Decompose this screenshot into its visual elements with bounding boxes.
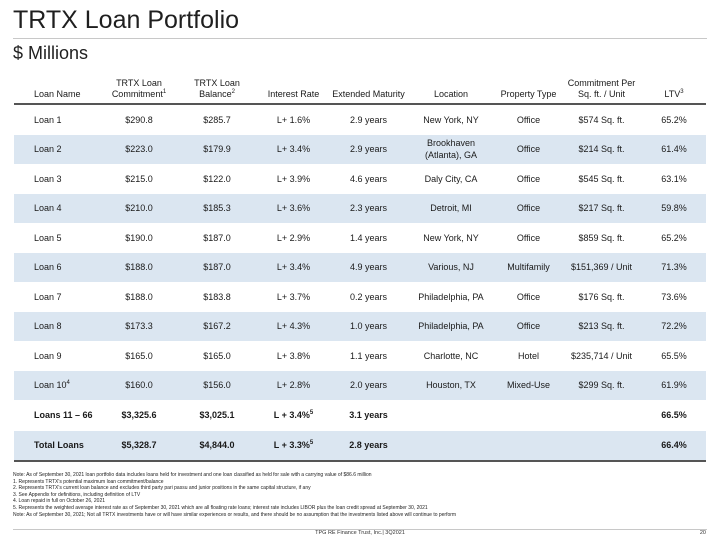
cell-maturity — [331, 194, 406, 224]
cell-loan-name — [14, 371, 100, 401]
cell-value: $223.0 — [125, 144, 153, 155]
cell-interest-rate — [256, 194, 331, 224]
cell-value: $176 Sq. ft. — [578, 291, 625, 302]
cell-commitment — [100, 104, 178, 135]
cell-maturity — [331, 282, 406, 312]
cell-loan-name — [14, 135, 100, 165]
cell-balance — [178, 282, 256, 312]
cell-value: L+ 3.4% — [276, 262, 311, 273]
cell-location — [406, 430, 496, 461]
header-property-type — [496, 72, 561, 104]
cell-value: $165.0 — [125, 350, 153, 361]
cell-property-type — [496, 400, 561, 430]
table-row — [14, 253, 706, 283]
cell-property-type — [496, 371, 561, 401]
cell-location — [406, 253, 496, 283]
page-subtitle: $ Millions — [13, 43, 89, 63]
cell-interest-rate — [256, 341, 331, 371]
cell-property-type — [496, 104, 561, 135]
cell-interest-rate — [256, 371, 331, 401]
cell-value: $187.0 — [203, 232, 231, 243]
cell-property-type — [496, 282, 561, 312]
cell-balance — [178, 135, 256, 165]
cell-maturity — [331, 104, 406, 135]
cell-loan-name — [14, 104, 100, 135]
cell-value: Loan 8 — [34, 321, 62, 332]
cell-value: Detroit, MI — [430, 203, 472, 214]
cell-value: Office — [516, 232, 541, 243]
cell-value: L + 3.3% — [273, 440, 310, 451]
cell-value: 65.5% — [661, 350, 687, 361]
cell-value: L+ 3.6% — [276, 203, 311, 214]
footnote-marker: 5 — [309, 440, 314, 447]
cell-location — [406, 164, 496, 194]
cell-per-unit — [561, 341, 642, 371]
footnote-line: Note: As of September 30, 2021 loan portfolio data includes loans held for investment and one loan classified as held for sale with a carrying value of $86.6 million — [13, 472, 372, 478]
header-label: Loan Name — [34, 89, 81, 99]
cell-per-unit — [561, 104, 642, 135]
cell-value: $165.0 — [203, 350, 231, 361]
cell-value: Loan 3 — [34, 173, 62, 184]
cell-commitment — [100, 430, 178, 461]
header-per-unit — [561, 72, 642, 104]
table-row — [14, 400, 706, 430]
cell-value: 0.2 years — [349, 291, 388, 302]
cell-property-type — [496, 253, 561, 283]
page-number: 20 — [699, 530, 706, 536]
cell-location — [406, 341, 496, 371]
cell-value: L + 3.4% — [273, 409, 310, 420]
cell-value: 61.9% — [661, 380, 687, 391]
cell-loan-name — [14, 341, 100, 371]
footnote-line: 3. See Appendix for definitions, including definition of LTV — [13, 491, 141, 498]
cell-maturity — [331, 253, 406, 283]
header-maturity — [331, 72, 406, 104]
header-label: Commitment Per Sq. ft. / Unit — [567, 78, 636, 99]
cell-loan-name — [14, 223, 100, 253]
cell-value: L+ 2.8% — [276, 380, 311, 391]
cell-value: $187.0 — [203, 262, 231, 273]
header-balance — [178, 72, 256, 104]
header-label: Interest Rate — [267, 89, 320, 99]
cell-value: Loan 5 — [34, 232, 62, 243]
cell-per-unit — [561, 371, 642, 401]
cell-interest-rate — [256, 282, 331, 312]
cell-loan-name — [14, 400, 100, 430]
table-row — [14, 341, 706, 371]
cell-value: L+ 3.4% — [276, 144, 311, 155]
cell-value: Various, NJ — [428, 262, 474, 273]
cell-value: Brookhaven (Atlanta), GA — [424, 138, 478, 161]
table-row — [14, 104, 706, 135]
cell-value: 2.9 years — [349, 144, 388, 155]
cell-location — [406, 104, 496, 135]
cell-value: $215.0 — [125, 173, 153, 184]
cell-interest-rate — [256, 104, 331, 135]
cell-value: $190.0 — [125, 232, 153, 243]
cell-value: Philadelphia, PA — [418, 321, 484, 332]
cell-value: Office — [516, 173, 541, 184]
cell-maturity — [331, 430, 406, 461]
cell-interest-rate — [256, 253, 331, 283]
cell-ltv — [642, 312, 706, 342]
cell-commitment — [100, 371, 178, 401]
cell-value: 61.4% — [661, 144, 687, 155]
cell-balance — [178, 164, 256, 194]
cell-loan-name — [14, 164, 100, 194]
cell-value: Loan 2 — [34, 144, 62, 155]
title-divider — [13, 38, 707, 39]
cell-ltv — [642, 164, 706, 194]
header-footnote-marker: 3 — [680, 89, 684, 95]
cell-value: Mixed-Use — [506, 380, 550, 391]
cell-value: $290.8 — [125, 114, 153, 125]
cell-property-type — [496, 341, 561, 371]
header-label: Extended Maturity — [332, 89, 405, 99]
footnote-line: Note: As of September 30, 2021; Not all TRTX investments have or will have similar experiences or results, and there should be no assumption that the investments listed above will continue to perform — [13, 511, 457, 518]
footnote-marker: 4 — [66, 380, 70, 387]
cell-per-unit — [561, 282, 642, 312]
cell-value: Hotel — [517, 350, 539, 361]
cell-interest-rate — [256, 223, 331, 253]
cell-commitment — [100, 223, 178, 253]
cell-ltv — [642, 104, 706, 135]
header-label: TRTX Loan Commitment — [111, 78, 163, 99]
cell-value: $185.3 — [203, 203, 231, 214]
cell-value: $3,025.1 — [199, 409, 235, 420]
cell-location — [406, 312, 496, 342]
cell-ltv — [642, 223, 706, 253]
cell-commitment — [100, 341, 178, 371]
header-interest-rate — [256, 72, 331, 104]
cell-loan-name — [14, 194, 100, 224]
cell-value: 65.2% — [661, 114, 687, 125]
cell-value: 73.6% — [661, 291, 687, 302]
header-label: Location — [433, 89, 469, 99]
cell-per-unit — [561, 253, 642, 283]
cell-value: $160.0 — [125, 380, 153, 391]
cell-interest-rate — [256, 312, 331, 342]
cell-value: Charlotte, NC — [423, 350, 479, 361]
cell-location — [406, 282, 496, 312]
cell-ltv — [642, 282, 706, 312]
cell-value: $214 Sq. ft. — [578, 144, 625, 155]
cell-value: $179.9 — [203, 144, 231, 155]
cell-value: 1.0 years — [349, 321, 388, 332]
header-label: LTV — [664, 89, 681, 99]
cell-value: $151,369 / Unit — [570, 262, 633, 273]
cell-value: 2.9 years — [349, 114, 388, 125]
cell-value: $545 Sq. ft. — [578, 173, 625, 184]
table-row — [14, 194, 706, 224]
cell-property-type — [496, 164, 561, 194]
cell-ltv — [642, 253, 706, 283]
cell-per-unit — [561, 164, 642, 194]
cell-value: Office — [516, 114, 541, 125]
page-title: TRTX Loan Portfolio — [13, 6, 240, 34]
cell-balance — [178, 312, 256, 342]
cell-maturity — [331, 164, 406, 194]
cell-value: Philadelphia, PA — [418, 291, 484, 302]
cell-value: Houston, TX — [426, 380, 476, 391]
cell-maturity — [331, 223, 406, 253]
cell-commitment — [100, 282, 178, 312]
cell-commitment — [100, 194, 178, 224]
cell-balance — [178, 223, 256, 253]
cell-location — [406, 371, 496, 401]
table-row — [14, 430, 706, 461]
cell-per-unit — [561, 312, 642, 342]
cell-value: Total Loans — [34, 440, 84, 451]
cell-value: $188.0 — [125, 291, 153, 302]
table-row — [14, 371, 706, 401]
cell-balance — [178, 253, 256, 283]
cell-value: L+ 3.8% — [276, 350, 311, 361]
cell-value: $210.0 — [125, 203, 153, 214]
cell-value: Loan 9 — [34, 350, 62, 361]
loan-portfolio-table — [14, 72, 706, 462]
cell-value: Office — [516, 144, 541, 155]
cell-per-unit — [561, 400, 642, 430]
cell-value: 72.2% — [661, 321, 687, 332]
cell-value: $156.0 — [203, 380, 231, 391]
cell-value: $183.8 — [203, 291, 231, 302]
cell-value: $213 Sq. ft. — [578, 321, 625, 332]
cell-loan-name — [14, 282, 100, 312]
table-row — [14, 135, 706, 165]
cell-interest-rate — [256, 164, 331, 194]
table-header-row — [14, 72, 706, 104]
cell-value: L+ 3.9% — [276, 173, 311, 184]
cell-commitment — [100, 164, 178, 194]
table-row — [14, 282, 706, 312]
cell-commitment — [100, 253, 178, 283]
cell-property-type — [496, 194, 561, 224]
header-label: Property Type — [500, 89, 557, 99]
cell-value: Loans 11 – 66 — [34, 409, 93, 420]
cell-value: $217 Sq. ft. — [578, 203, 625, 214]
cell-ltv — [642, 371, 706, 401]
cell-interest-rate — [256, 400, 331, 430]
cell-value: 71.3% — [661, 262, 687, 273]
cell-value: $122.0 — [203, 173, 231, 184]
header-ltv — [642, 72, 706, 104]
cell-value: 63.1% — [661, 173, 687, 184]
cell-ltv — [642, 400, 706, 430]
cell-value: 59.8% — [661, 203, 687, 214]
cell-maturity — [331, 135, 406, 165]
cell-value: $188.0 — [125, 262, 153, 273]
cell-location — [406, 223, 496, 253]
header-loan-name — [14, 72, 100, 104]
cell-ltv — [642, 194, 706, 224]
cell-interest-rate — [256, 430, 331, 461]
cell-property-type — [496, 135, 561, 165]
table-row — [14, 312, 706, 342]
cell-value: Multifamily — [507, 262, 550, 273]
cell-value: 2.0 years — [349, 380, 388, 391]
cell-balance — [178, 371, 256, 401]
cell-ltv — [642, 430, 706, 461]
header-footnote-marker: 2 — [231, 89, 235, 95]
cell-value: 2.3 years — [349, 203, 388, 214]
footnote-marker: 5 — [309, 409, 314, 416]
footnotes — [13, 472, 703, 518]
cell-value: $4,844.0 — [199, 440, 235, 451]
cell-value: $285.7 — [203, 114, 231, 125]
cell-value: 66.5% — [661, 409, 687, 420]
cell-value: Office — [516, 203, 541, 214]
cell-location — [406, 194, 496, 224]
cell-value: Office — [516, 291, 541, 302]
cell-value: 3.1 years — [349, 409, 388, 420]
header-footnote-marker: 1 — [162, 89, 167, 95]
footnote-line: 5. Represents the weighted average interest rate as of September 30, 2021 which are all floating rate loans; interest rate includes LIBOR plus the loan credit spread at September 30, 2021 — [13, 504, 428, 511]
cell-value: Loan 7 — [34, 291, 62, 302]
cell-value: L+ 4.3% — [276, 321, 311, 332]
footer-text: TPG RE Finance Trust, Inc.| 3Q2021 — [315, 530, 405, 536]
cell-value: Loan 6 — [34, 262, 62, 273]
cell-balance — [178, 194, 256, 224]
cell-per-unit — [561, 194, 642, 224]
cell-value: $173.3 — [125, 321, 153, 332]
cell-value: $299 Sq. ft. — [578, 380, 625, 391]
cell-loan-name — [14, 430, 100, 461]
cell-value: 1.4 years — [349, 232, 388, 243]
cell-value: $574 Sq. ft. — [578, 114, 625, 125]
cell-value: $167.2 — [203, 321, 231, 332]
cell-balance — [178, 400, 256, 430]
cell-value: 4.9 years — [349, 262, 388, 273]
cell-value: Loan 1 — [34, 114, 62, 125]
cell-value: Daly City, CA — [424, 173, 478, 184]
table-row — [14, 223, 706, 253]
cell-per-unit — [561, 223, 642, 253]
cell-property-type — [496, 430, 561, 461]
cell-balance — [178, 341, 256, 371]
header-label: TRTX Loan Balance — [194, 78, 240, 99]
cell-value: $5,328.7 — [121, 440, 157, 451]
cell-value: 66.4% — [661, 440, 687, 451]
cell-value: L+ 1.6% — [276, 114, 311, 125]
cell-value: L+ 2.9% — [276, 232, 311, 243]
cell-value: Loan 10 — [34, 380, 67, 391]
cell-maturity — [331, 312, 406, 342]
cell-value: Office — [516, 321, 541, 332]
cell-value: $235,714 / Unit — [570, 350, 633, 361]
cell-per-unit — [561, 430, 642, 461]
header-commitment — [100, 72, 178, 104]
footnote-line: 1. Represents TRTX's potential maximum loan commitment/balance — [13, 478, 164, 485]
cell-property-type — [496, 312, 561, 342]
cell-interest-rate — [256, 135, 331, 165]
cell-value: L+ 3.7% — [276, 291, 311, 302]
cell-balance — [178, 104, 256, 135]
cell-ltv — [642, 135, 706, 165]
cell-maturity — [331, 371, 406, 401]
cell-ltv — [642, 341, 706, 371]
cell-loan-name — [14, 253, 100, 283]
footnote-line: 4. Loan repaid in full on October 26, 2021 — [13, 498, 106, 505]
cell-value: $3,325.6 — [121, 409, 157, 420]
cell-balance — [178, 430, 256, 461]
table-row — [14, 164, 706, 194]
cell-value: Loan 4 — [34, 203, 62, 214]
cell-value: 65.2% — [661, 232, 687, 243]
cell-commitment — [100, 312, 178, 342]
cell-location — [406, 400, 496, 430]
cell-commitment — [100, 135, 178, 165]
cell-value: $859 Sq. ft. — [578, 232, 625, 243]
cell-location — [406, 135, 496, 165]
cell-maturity — [331, 341, 406, 371]
cell-per-unit — [561, 135, 642, 165]
cell-value: 4.6 years — [349, 173, 388, 184]
cell-property-type — [496, 223, 561, 253]
cell-loan-name — [14, 312, 100, 342]
footnote-line: 2. Represents TRTX's current loan balance and excludes third party pari passu and junior positions in the same capital structure, if any — [13, 485, 311, 492]
header-location — [406, 72, 496, 104]
cell-value: 2.8 years — [349, 440, 388, 451]
cell-value: New York, NY — [423, 232, 479, 243]
cell-value: 1.1 years — [349, 350, 388, 361]
cell-value: New York, NY — [423, 114, 479, 125]
cell-maturity — [331, 400, 406, 430]
cell-commitment — [100, 400, 178, 430]
